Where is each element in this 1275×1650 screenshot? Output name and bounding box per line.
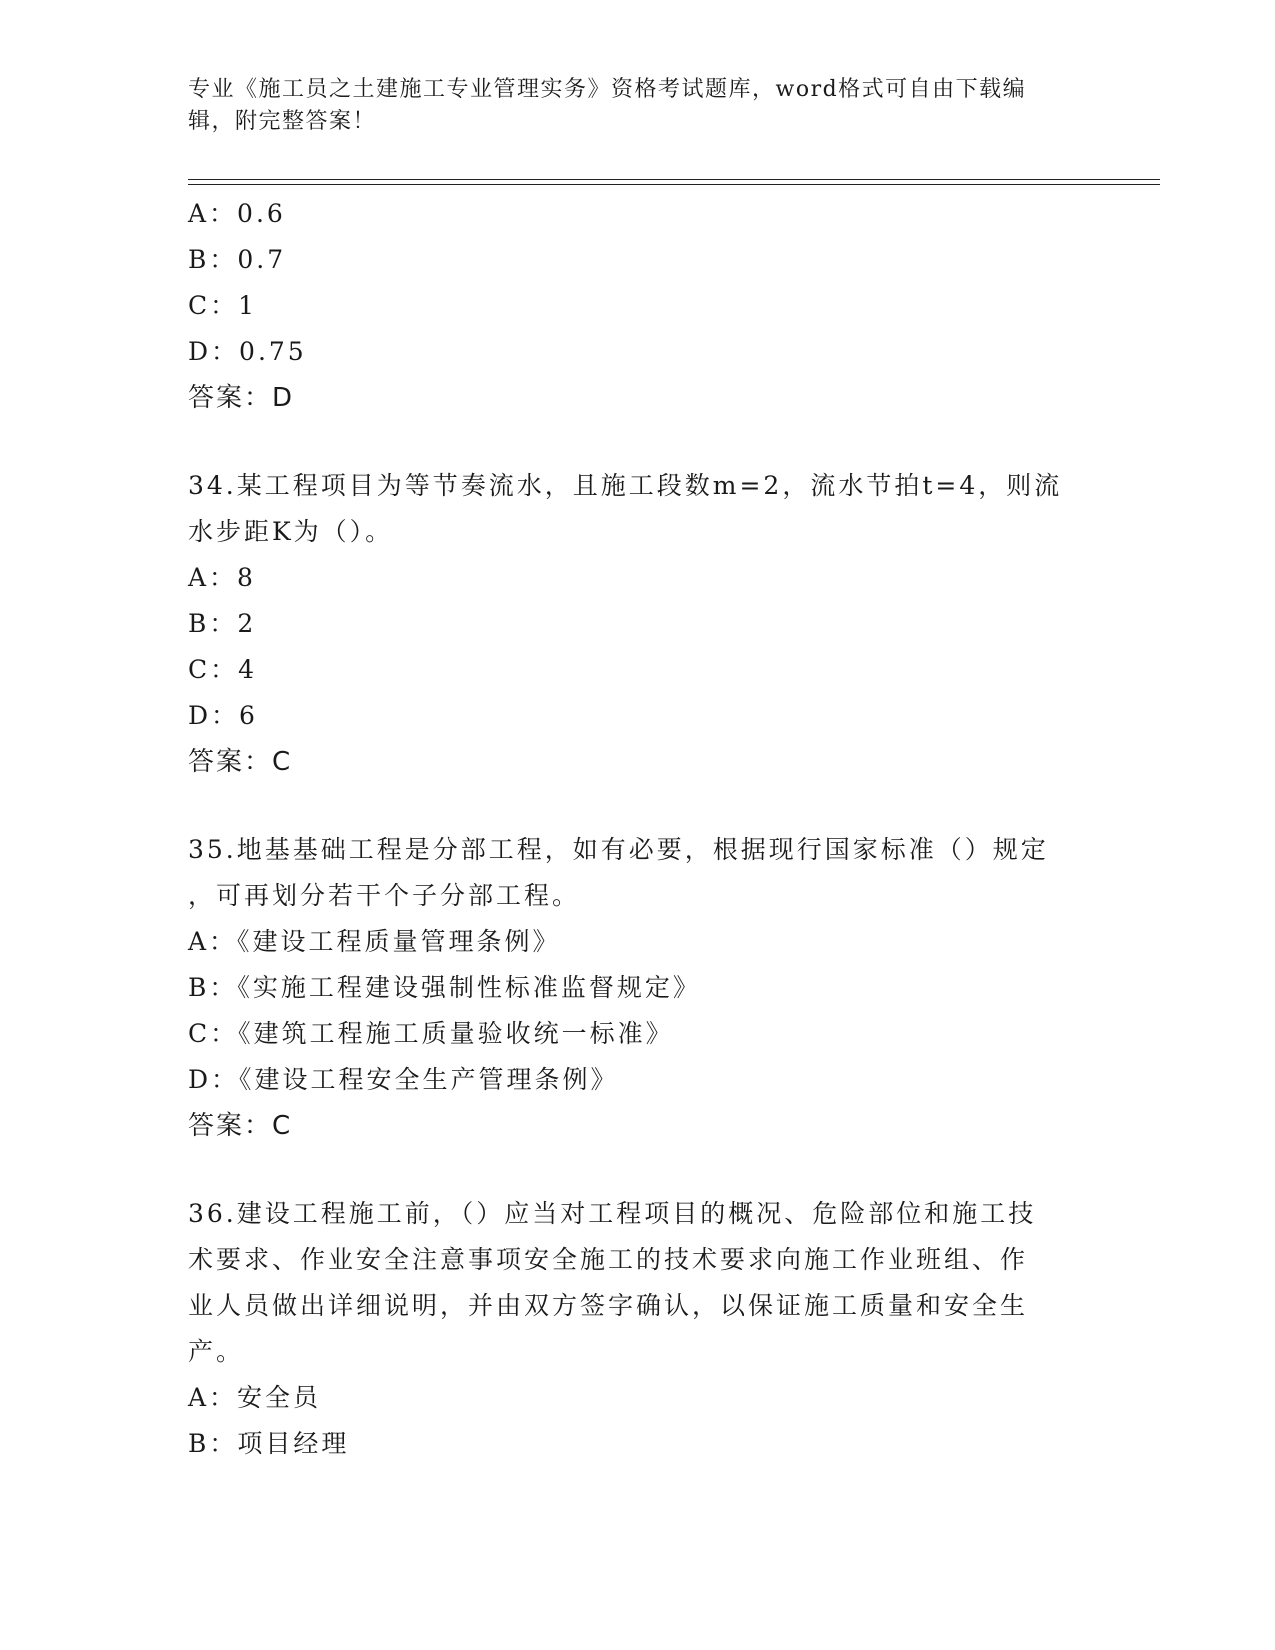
answer: 答案：C [188, 747, 293, 777]
option-c: C：1 [188, 291, 258, 320]
question-text-line: ，可再划分若干个子分部工程。 [188, 881, 581, 910]
question-text-line: 35.地基基础工程是分部工程，如有必要，根据现行国家标准（）规定 [188, 835, 1049, 864]
question-36 [188, 1191, 1078, 1467]
header-line-1: 专业《施工员之土建施工专业管理实务》资格考试题库，word格式可自由下载编 [188, 77, 1027, 102]
option-a: A：8 [188, 563, 256, 592]
question-34 [188, 463, 1078, 785]
answer: 答案：C [188, 1111, 293, 1141]
answer: 答案：D [188, 383, 295, 413]
question-text-line: 产。 [188, 1337, 245, 1366]
question-text-line: 36.建设工程施工前，（）应当对工程项目的概况、危险部位和施工技 [188, 1199, 1037, 1228]
question-33 [188, 191, 1078, 421]
option-d: D：0.75 [188, 337, 307, 366]
option-d: D：6 [188, 701, 258, 730]
option-c: C：4 [188, 655, 258, 684]
option-b: B：《实施工程建设强制性标准监督规定》 [188, 973, 701, 1002]
question-text-line: 术要求、作业安全注意事项安全施工的技术要求向施工作业班组、作 [188, 1245, 1029, 1274]
question-text-line: 业人员做出详细说明，并由双方签字确认，以保证施工质量和安全生 [188, 1291, 1029, 1320]
question-35 [188, 827, 1078, 1149]
option-a: A：安全员 [188, 1383, 322, 1412]
header-line-2: 辑，附完整答案！ [188, 109, 377, 134]
header-divider-top [188, 179, 1160, 180]
option-b: B：项目经理 [188, 1429, 350, 1458]
option-c: C：《建筑工程施工质量验收统一标准》 [188, 1019, 674, 1048]
question-text [188, 827, 1078, 919]
option-a: A：0.6 [188, 199, 286, 228]
question-text-line: 34.某工程项目为等节奏流水，且施工段数m=2，流水节拍t=4，则流 [188, 471, 1063, 500]
question-text [188, 463, 1078, 555]
header-divider-bottom [188, 184, 1160, 185]
option-b: B：2 [188, 609, 257, 638]
question-list [188, 191, 1078, 1467]
option-d: D：《建设工程安全生产管理条例》 [188, 1065, 619, 1094]
document-header [188, 74, 1078, 138]
question-text [188, 1191, 1078, 1375]
question-text-line: 水步距K为（）。 [188, 517, 394, 546]
option-b: B：0.7 [188, 245, 287, 274]
option-a: A：《建设工程质量管理条例》 [188, 927, 561, 956]
